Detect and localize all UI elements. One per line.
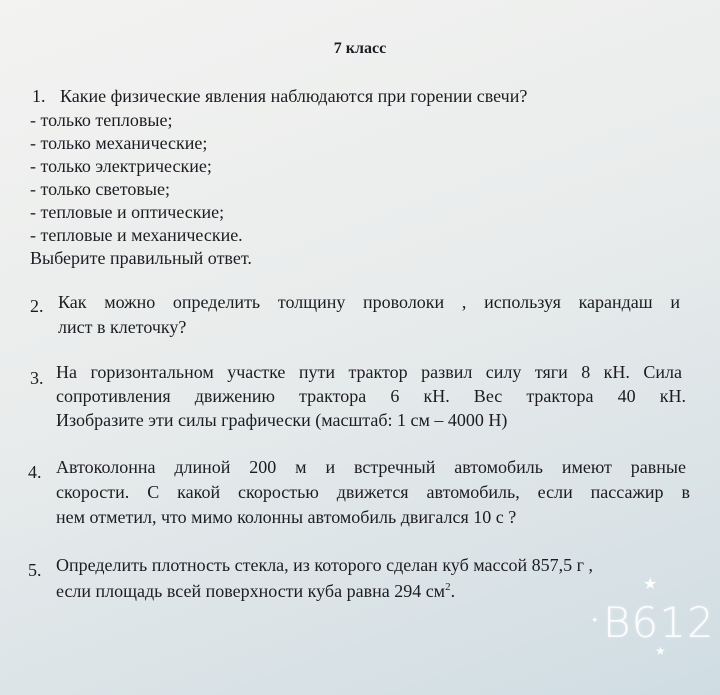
q1-number: 1. <box>32 86 46 106</box>
q2-number: 2. <box>30 296 44 316</box>
q3-number: 3. <box>30 368 44 388</box>
q4-line: нем отметил, что мимо колонны автомобиль двигался 10 с ? <box>56 507 517 527</box>
q1-instruction: Выберите правильный ответ. <box>30 248 252 268</box>
q1-option: - тепловые и оптические; <box>30 202 225 222</box>
q1-option: - только световые; <box>30 179 170 199</box>
sparkle-icon: ★ <box>643 574 658 593</box>
q4-line: скорости. С какой скоростью движется автомобиль, если пассажир в <box>56 482 690 502</box>
q5-number: 5. <box>28 560 42 580</box>
b612-watermark-logo <box>585 574 715 660</box>
q2-line: Как можно определить толщину проволоки , используя карандаш и <box>58 292 680 312</box>
q5-superscript: 2 <box>445 581 451 593</box>
watermark-text: B612 <box>603 598 715 647</box>
q5-line-2 <box>56 581 455 602</box>
page-title: 7 класс <box>333 40 387 57</box>
sparkle-icon: ✦ <box>591 616 599 626</box>
q4-line: Автоколонна длиной 200 м и встречный автомобиль имеют равные <box>56 457 686 477</box>
q2-line: лист в клеточку? <box>58 317 187 337</box>
q4-number: 4. <box>28 462 42 482</box>
q5-line-text: если площадь всей поверхности куба равна 294 см <box>56 581 446 601</box>
q1-option: - только тепловые; <box>30 110 173 130</box>
q3-line: На горизонтальном участке пути трактор развил силу тяги 8 кН. Сила <box>56 362 682 382</box>
q3-line: сопротивления движению трактора 6 кН. Вес трактора 40 кН. <box>56 386 686 406</box>
q1-question: Какие физические явления наблюдаются при горении свечи? <box>60 86 528 106</box>
q1-option: - тепловые и механические. <box>30 225 243 245</box>
q1-option: - только электрические; <box>30 156 212 176</box>
q5-end-mark: . <box>450 581 456 601</box>
q3-line: Изобразите эти силы графически (масштаб: 1 см – 4000 Н) <box>56 410 508 430</box>
q5-line: Определить плотность стекла, из которого сделан куб массой 857,5 г , <box>56 555 593 575</box>
sparkle-icon: ★ <box>655 644 666 658</box>
q1-option: - только механические; <box>30 133 208 153</box>
